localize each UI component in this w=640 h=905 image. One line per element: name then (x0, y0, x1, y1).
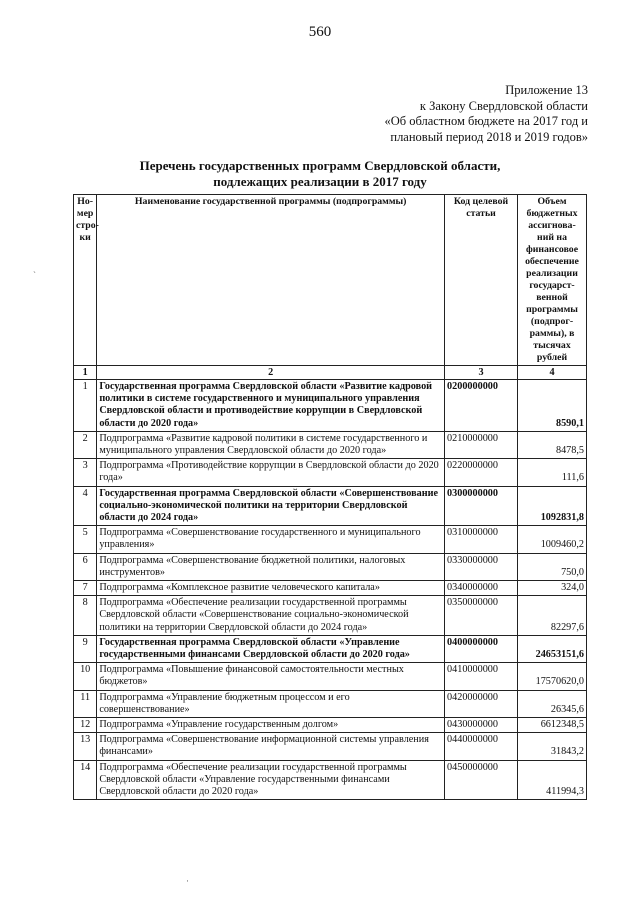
program-name-cell: Подпрограмма «Повышение финансовой самостоятельности местных бюджетов» (97, 663, 445, 690)
table-row (74, 380, 587, 432)
amount-cell: 26345,6 (518, 690, 587, 717)
margin-mark: ` (33, 270, 36, 280)
target-code-cell: 0220000000 (445, 459, 518, 486)
target-code-cell: 0410000000 (445, 663, 518, 690)
table-row (74, 733, 587, 760)
amount-cell: 111,6 (518, 459, 587, 486)
appendix-line-4: плановый период 2018 и 2019 годов» (390, 129, 588, 144)
table-row (74, 553, 587, 580)
row-number-cell: 6 (74, 553, 97, 580)
row-number-cell: 2 (74, 431, 97, 458)
program-name-cell: Государственная программа Свердловской области «Управление государственными финансами Свердловской области до 2020 года» (97, 635, 445, 662)
amount-cell: 8478,5 (518, 431, 587, 458)
page-number: 560 (308, 24, 332, 40)
amount-cell: 24653151,6 (518, 635, 587, 662)
table-row (74, 690, 587, 717)
row-number-cell: 14 (74, 760, 97, 800)
row-number-cell: 8 (74, 596, 97, 636)
amount-cell: 8590,1 (518, 380, 587, 432)
target-code-cell: 0440000000 (445, 733, 518, 760)
table-row (74, 760, 587, 800)
table-row (74, 431, 587, 458)
table-row (74, 718, 587, 733)
title-line-2: подлежащих реализации в 2017 году (213, 173, 427, 189)
program-name-cell: Подпрограмма «Комплексное развитие человеческого капитала» (97, 581, 445, 596)
table-row (74, 596, 587, 636)
row-number-cell: 4 (74, 486, 97, 526)
program-name-cell: Государственная программа Свердловской области «Совершенствование социально-экономической политики на территории Свердловской области до 2024 года» (97, 486, 445, 526)
amount-cell: 17570620,0 (518, 663, 587, 690)
table-row (74, 459, 587, 486)
target-code-cell: 0200000000 (445, 380, 518, 432)
amount-cell: 750,0 (518, 553, 587, 580)
target-code-cell: 0350000000 (445, 596, 518, 636)
amount-cell: 6612348,5 (518, 718, 587, 733)
amount-cell: 31843,2 (518, 733, 587, 760)
column-index-row (74, 366, 587, 380)
appendix-caption (268, 83, 588, 145)
target-code-cell: 0300000000 (445, 486, 518, 526)
row-number-cell: 11 (74, 690, 97, 717)
appendix-line-1: Приложение 13 (505, 83, 588, 97)
header-program-name: Наименование государственной программы (подпрограммы) (97, 195, 445, 366)
appendix-line-2: к Закону Свердловской области (419, 98, 588, 113)
row-number-cell: 9 (74, 635, 97, 662)
target-code-cell: 0430000000 (445, 718, 518, 733)
table-body (74, 380, 587, 800)
table-row (74, 635, 587, 662)
program-name-cell: Подпрограмма «Обеспечение реализации государственной программы Свердловской области «Совершенствование социально-экономической политики на территории Свердловской области до 2024 года» (97, 596, 445, 636)
column-index: 3 (445, 366, 518, 380)
amount-cell: 1092831,8 (518, 486, 587, 526)
table-row (74, 486, 587, 526)
row-number-cell: 13 (74, 733, 97, 760)
target-code-cell: 0450000000 (445, 760, 518, 800)
row-number-cell: 5 (74, 526, 97, 553)
target-code-cell: 0420000000 (445, 690, 518, 717)
header-amount: Объем бюджетных ассигнова-ний на финансовое обеспечение реализации государст-венной программы (подпрог-раммы), в тысячах рублей (518, 195, 587, 366)
amount-cell: 1009460,2 (518, 526, 587, 553)
table-row (74, 663, 587, 690)
row-number-cell: 1 (74, 380, 97, 432)
amount-cell: 324,0 (518, 581, 587, 596)
table-row (74, 526, 587, 553)
row-number-cell: 10 (74, 663, 97, 690)
scan-dot-mark: · (186, 876, 189, 886)
program-name-cell: Государственная программа Свердловской области «Развитие кадровой политики в системе государственного и муниципального управления Свердловской области и противодействие коррупции в Свердловской области до 2020 года» (97, 380, 445, 432)
table-header-row (74, 195, 587, 366)
document-title (0, 158, 640, 189)
title-line-1: Перечень государственных программ Свердловской области, (139, 158, 501, 173)
row-number-cell: 3 (74, 459, 97, 486)
row-number-cell: 7 (74, 581, 97, 596)
header-target-code: Код целевой статьи (445, 195, 518, 366)
target-code-cell: 0340000000 (445, 581, 518, 596)
program-name-cell: Подпрограмма «Противодействие коррупции в Свердловской области до 2020 года» (97, 459, 445, 486)
target-code-cell: 0210000000 (445, 431, 518, 458)
target-code-cell: 0330000000 (445, 553, 518, 580)
header-row-number: Но-мер стро-ки (74, 195, 97, 366)
column-index: 4 (518, 366, 587, 380)
program-name-cell: Подпрограмма «Совершенствование информационной системы управления финансами» (97, 733, 445, 760)
target-code-cell: 0400000000 (445, 635, 518, 662)
program-name-cell: Подпрограмма «Развитие кадровой политики в системе государственного и муниципального управления Свердловской области до 2020 года» (97, 431, 445, 458)
target-code-cell: 0310000000 (445, 526, 518, 553)
program-name-cell: Подпрограмма «Обеспечение реализации государственной программы Свердловской области «Управление государственными финансами Свердловской области до 2020 года» (97, 760, 445, 800)
program-name-cell: Подпрограмма «Совершенствование государственного и муниципального управления» (97, 526, 445, 553)
appendix-line-3: «Об областном бюджете на 2017 год и (384, 114, 588, 128)
column-index: 1 (74, 366, 97, 380)
column-index: 2 (97, 366, 445, 380)
program-name-cell: Подпрограмма «Управление государственным долгом» (97, 718, 445, 733)
row-number-cell: 12 (74, 718, 97, 733)
program-name-cell: Подпрограмма «Совершенствование бюджетной политики, налоговых инструментов» (97, 553, 445, 580)
table-row (74, 581, 587, 596)
amount-cell: 82297,6 (518, 596, 587, 636)
amount-cell: 411994,3 (518, 760, 587, 800)
program-name-cell: Подпрограмма «Управление бюджетным процессом и его совершенствование» (97, 690, 445, 717)
programs-table (73, 194, 587, 800)
